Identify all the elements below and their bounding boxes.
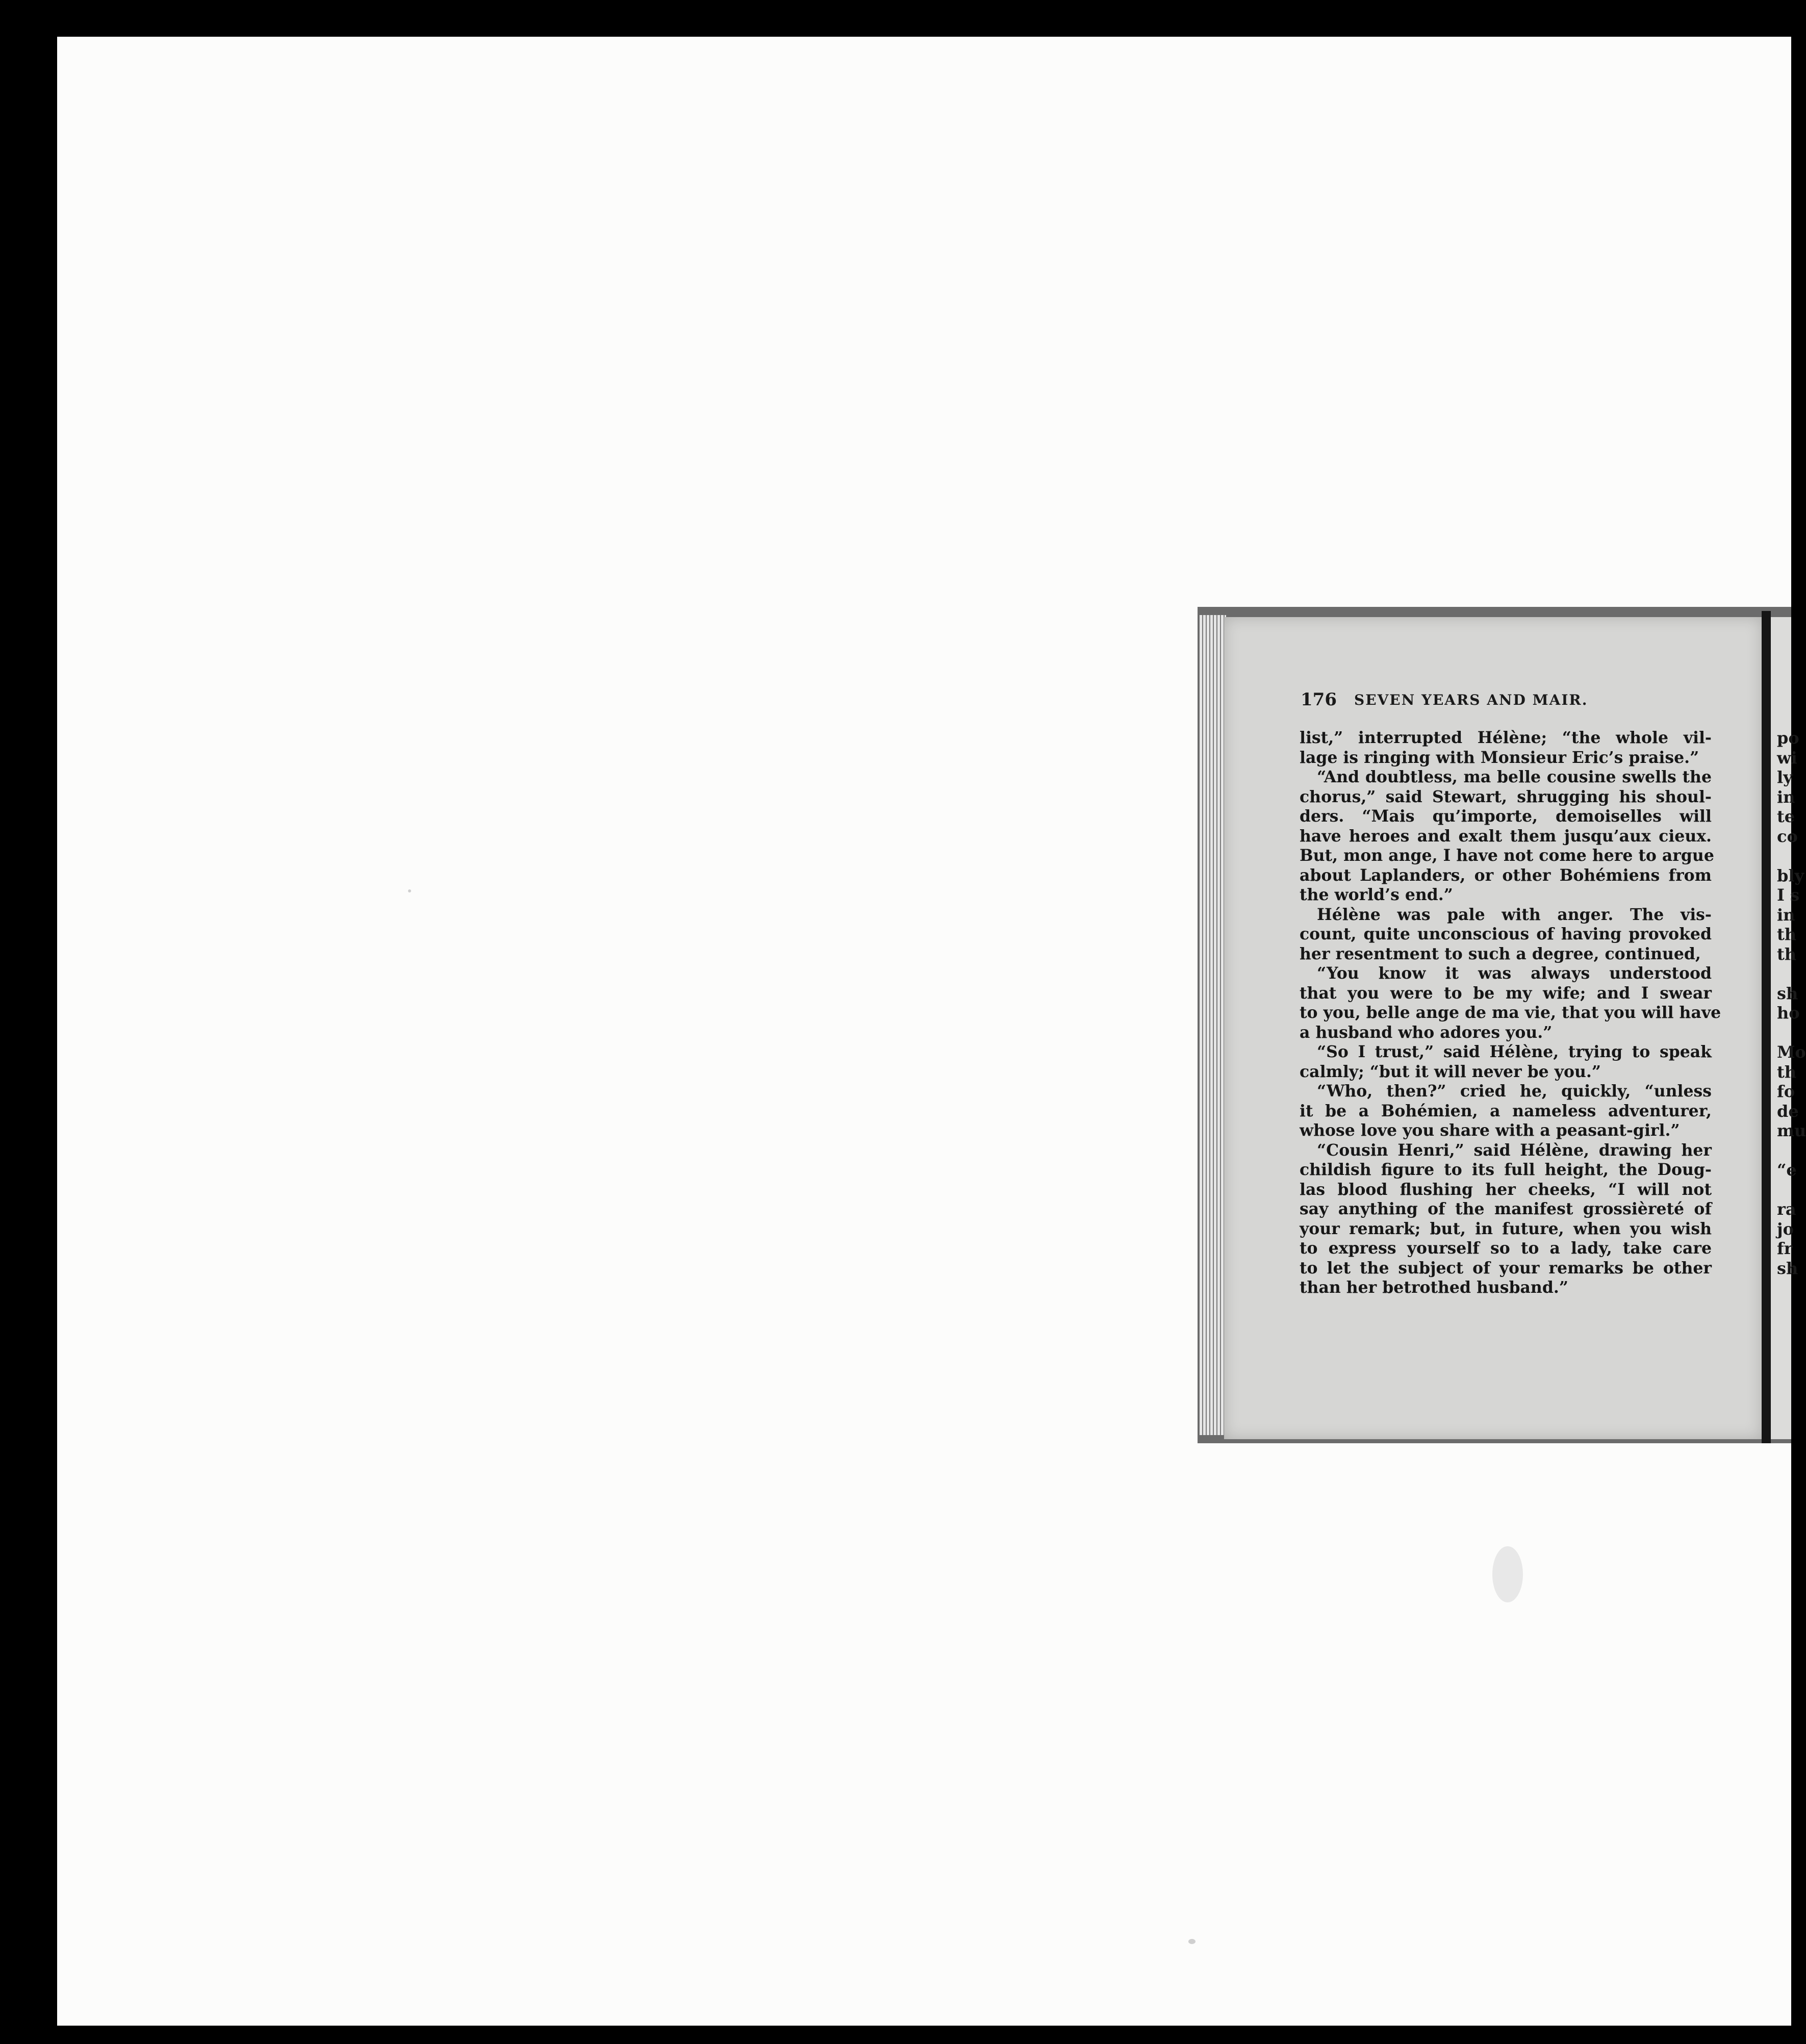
body-text	[1300, 728, 1721, 1298]
text-line: it be a Bohémien, a nameless adventurer,	[1300, 1101, 1712, 1120]
text-line: than her betrothed husband.”	[1300, 1278, 1568, 1297]
text-line: a husband who adores you.”	[1300, 1023, 1553, 1042]
text-line: to express yourself so to a lady, take care	[1300, 1239, 1712, 1258]
text-line: about Laplanders, or other Bohémiens from	[1300, 865, 1712, 885]
dust-speck	[408, 889, 411, 892]
text-line: “So I trust,” said Hélène, trying to speak	[1317, 1042, 1712, 1061]
page-edges	[1200, 615, 1226, 1435]
right-page	[1771, 617, 1806, 1439]
text-line: to you, belle ange de ma vie, that you will have	[1300, 1003, 1721, 1022]
text-line: calmly; “but it will never be you.”	[1300, 1062, 1601, 1081]
text-line: las blood flushing her cheeks, “I will not	[1300, 1180, 1712, 1199]
running-title: SEVEN YEARS AND MAIR.	[1354, 692, 1588, 708]
dust-speck	[1492, 1546, 1523, 1602]
text-line: ders. “Mais qu’importe, demoiselles will	[1300, 807, 1712, 826]
text-line: But, mon ange, I have not come here to argue	[1300, 846, 1714, 865]
text-line: her resentment to such a degree, continued,	[1300, 944, 1701, 963]
text-line: count, quite unconscious of having provoked	[1300, 925, 1712, 943]
left-page	[1224, 617, 1762, 1439]
text-line: list,” interrupted Hélène; “the whole vil-	[1300, 728, 1712, 747]
text-line: have heroes and exalt them jusqu’aux cieux.	[1300, 826, 1712, 846]
page-number: 176	[1301, 689, 1337, 710]
text-line: to let the subject of your remarks be other	[1300, 1258, 1712, 1278]
book-gutter	[1762, 611, 1771, 1443]
text-line: “And doubtless, ma belle cousine swells the	[1317, 768, 1712, 786]
text-line: your remark; but, in future, when you wish	[1300, 1219, 1712, 1238]
open-book	[1198, 607, 1806, 1443]
text-line: whose love you share with a peasant-girl.”	[1300, 1121, 1680, 1140]
text-line: Hélène was pale with anger. The vis-	[1317, 905, 1712, 924]
text-line: the world’s end.”	[1300, 885, 1453, 904]
text-line: “You know it was always understood	[1317, 964, 1712, 983]
text-line: chorus,” said Stewart, shrugging his shoul-	[1300, 787, 1712, 806]
text-line: childish figure to its full height, the Doug-	[1300, 1160, 1712, 1179]
text-line: that you were to be my wife; and I swear	[1300, 983, 1712, 1003]
text-line: “Cousin Henri,” said Hélène, drawing her	[1317, 1140, 1712, 1160]
text-line: “Who, then?” cried he, quickly, “unless	[1317, 1082, 1712, 1101]
dust-speck	[1188, 1939, 1195, 1944]
text-line: lage is ringing with Monsieur Eric’s praise.”	[1300, 748, 1699, 767]
running-head	[1301, 689, 1714, 713]
text-line: say anything of the manifest grossièreté of	[1300, 1199, 1712, 1218]
facing-page-fragments: po wi ly in te co bly I s in th th sh ho Mo th fo de mu “e ra jo fr sh	[1777, 728, 1806, 1278]
